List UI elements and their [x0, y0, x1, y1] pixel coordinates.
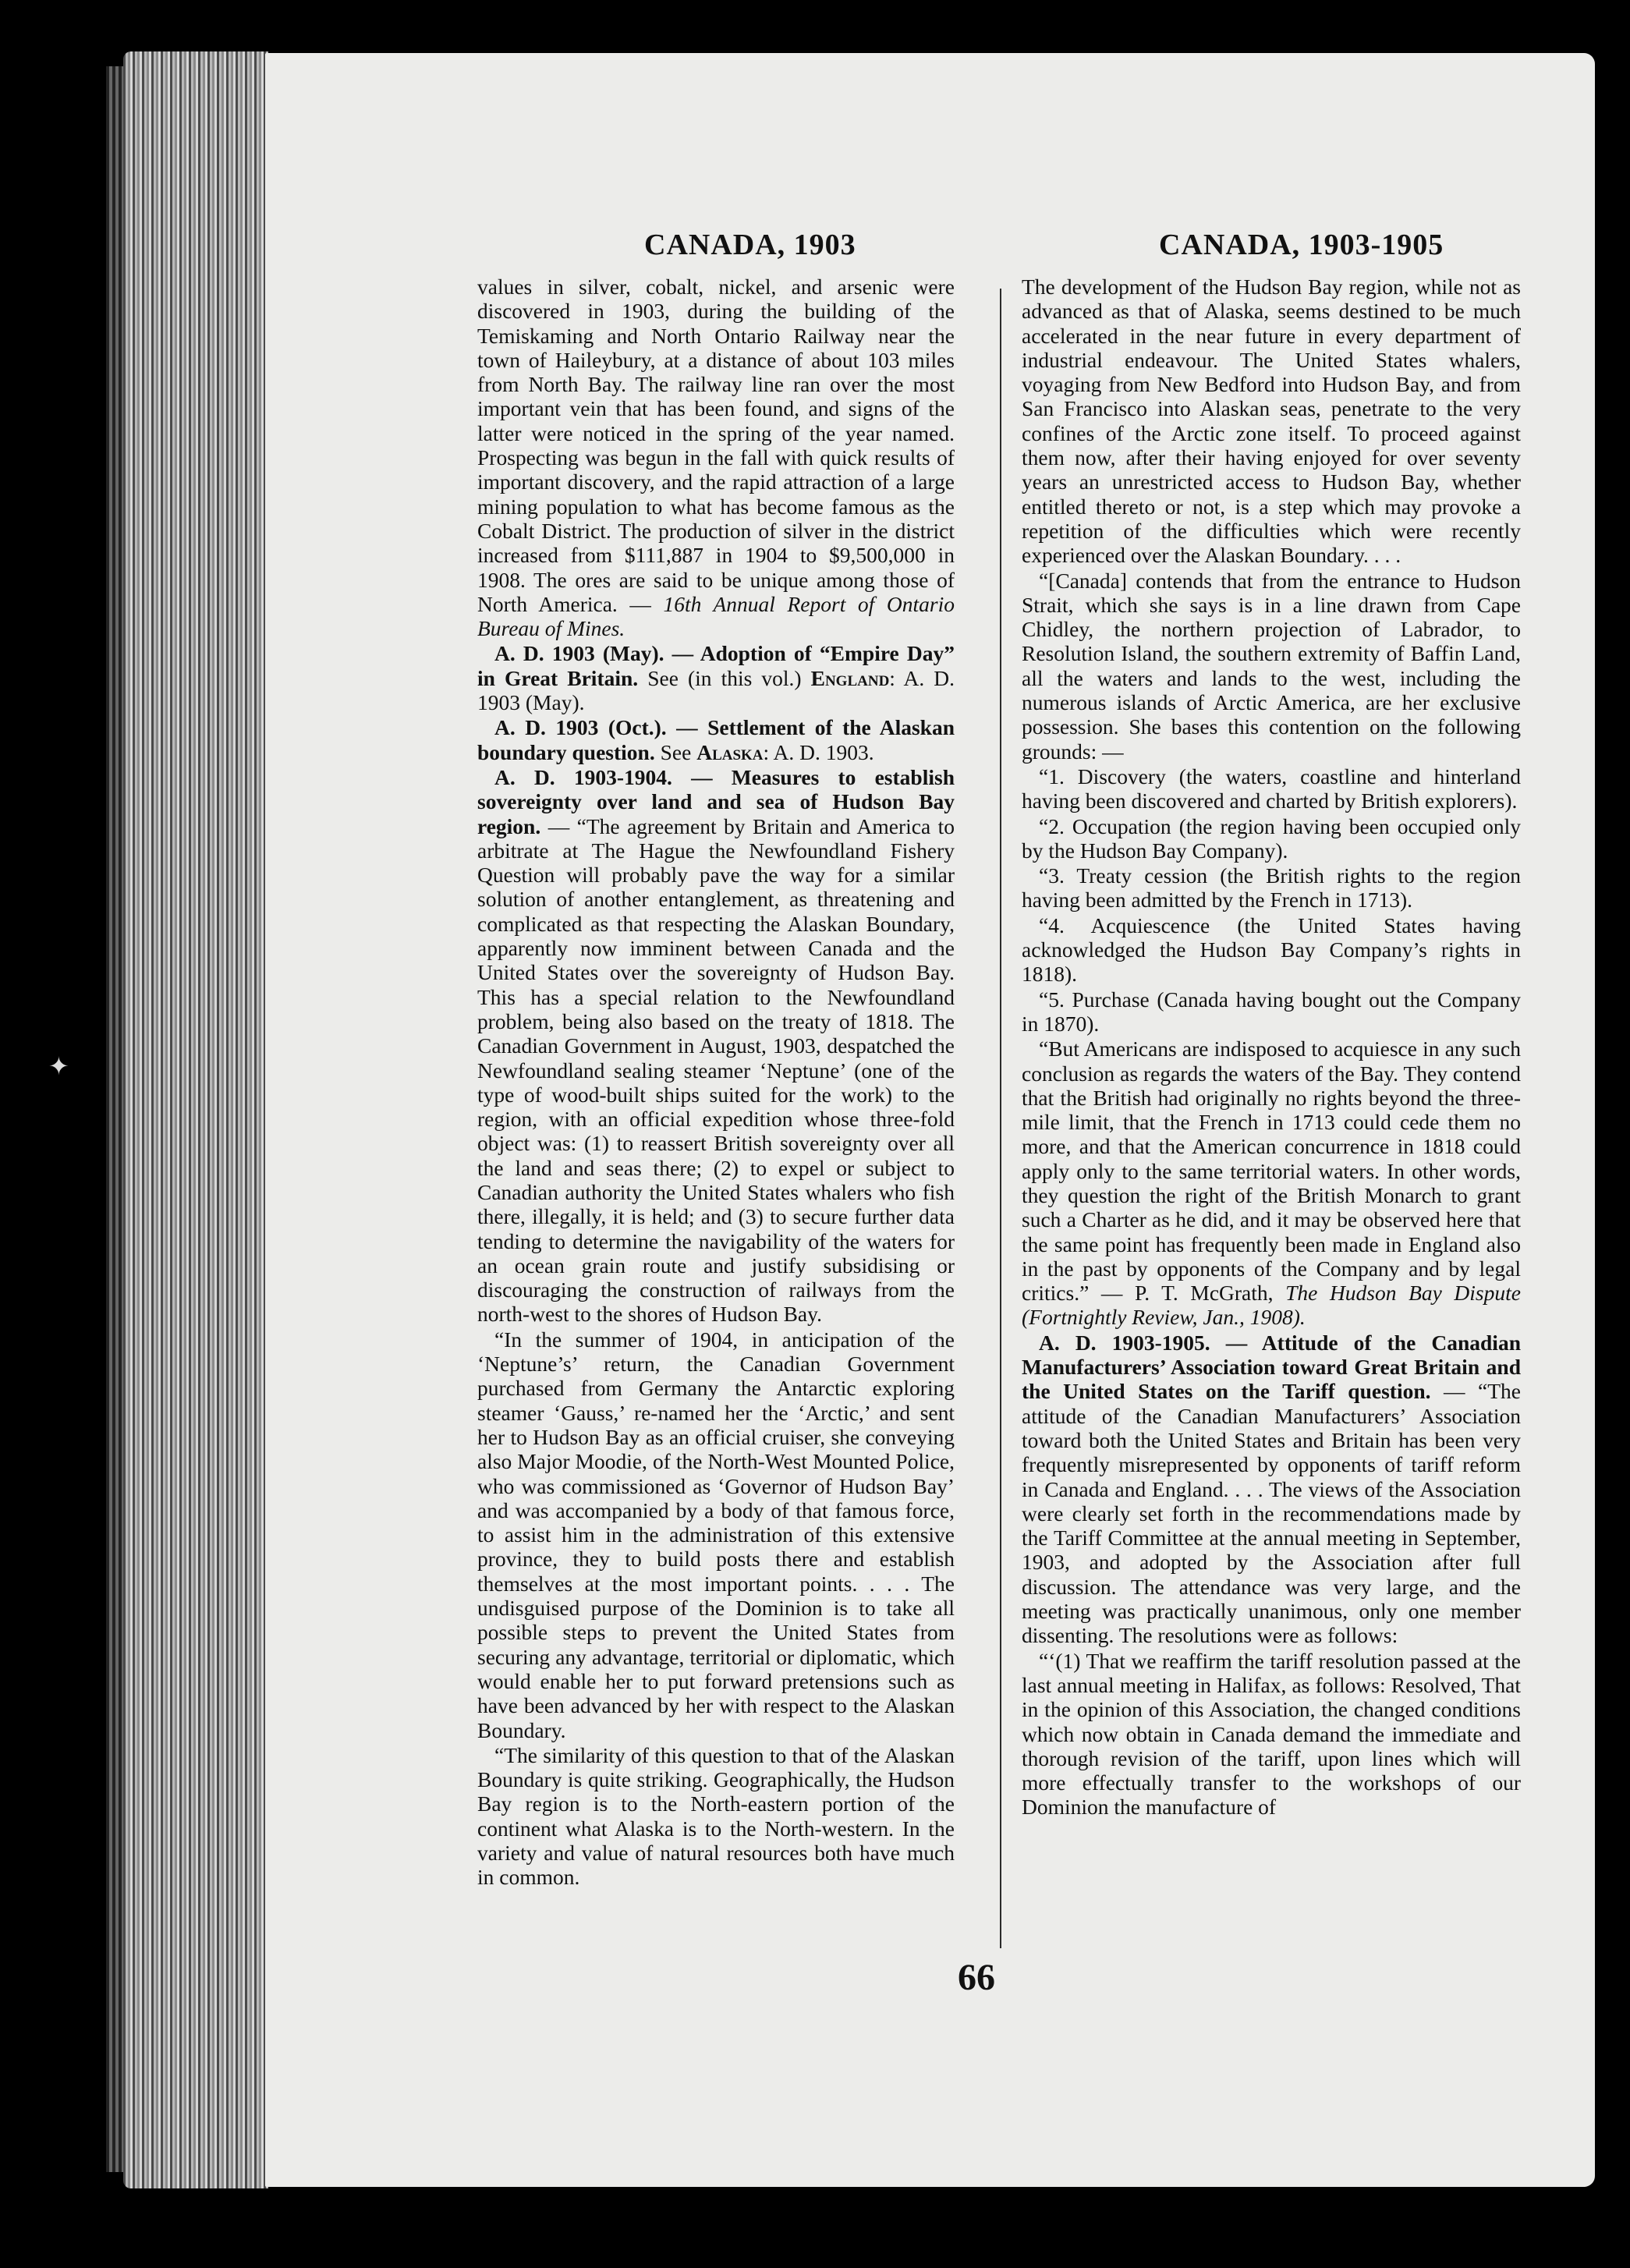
entry — [477, 641, 955, 714]
page-edges — [123, 51, 268, 2188]
list-item: “4. Acquiescence (the United States having acknowledged the Hudson Bay Company’s rights in 1818). — [1022, 913, 1521, 987]
entry-heading: A. D. 1903-1904. — Measures to establish sovereignty over land and sea of Hudson Bay region. — [477, 764, 955, 838]
paragraph: “In the summer of 1904, in anticipation of the ‘Neptune’s’ return, the Canadian Government purchased from Germany the Antarctic exploring steamer ‘Gauss,’ re-named her the ‘Arctic,’ and sent her to Hudson Bay as an official cruiser, she conveying also Major Moodie, of the North-West Mounted Police, who was commissioned as ‘Governor of Hudson Bay’ and was accompanied by a body of that famous force, to assist him in the administration of this extensive province, they to build posts there and establish themselves at the most important points. . . . The undisguised purpose of the Dominion is to take all possible steps to prevent the United States from securing any advantage, territorial or diplomatic, which would enable her to put forward pretensions such as have been advanced by her with respect to the Alaskan Boundary. — [477, 1327, 955, 1742]
paragraph-text: values in silver, cobalt, nickel, and arsenic were discovered in 1903, during the building of the Temiskaming and North Ontario Railway near the town of Haileybury, at a distance of about 103 miles from North Bay. The railway line ran over the most important vein that has been found, and signs of the latter were noticed in the spring of the year named. Prospecting was begun in the fall with quick results of important discovery, and the rapid attraction of a large mining population to what has become famous as the Cobalt District. The production of silver in the district increased from $111,887 in 1904 to $9,500,000 in 1908. The ores are said to be unique among those of North America. — — [477, 275, 955, 616]
left-column — [477, 275, 955, 1928]
entry — [1022, 1331, 1521, 1648]
paragraph: “‘(1) That we reaffirm the tariff resolution passed at the last annual meeting in Halifax, as follows: Resolved, That in the opinion of this Association, the changed conditions which now obtain in Canada demand the immediate and thorough revision of the tariff, upon lines which will more effectually transfer to the workshops of our Dominion the manufacture of — [1022, 1648, 1521, 1820]
paragraph: “The similarity of this question to that of the Alaskan Boundary is quite striking. Geographically, the Hudson Bay region is to the North-eastern portion of the continent what Alaska is to the North-western. In the variety and value of natural resources both have much in common. — [477, 1742, 955, 1890]
paragraph — [1022, 1037, 1521, 1330]
citation: 16th Annual Report of Ontario Bureau of Mines. — [477, 591, 955, 641]
list-item: “1. Discovery (the waters, coastline and hinterland having been discovered and charted by British explorers). — [1022, 764, 1521, 813]
cross-reference: Alaska — [696, 739, 764, 764]
list-item: “2. Occupation (the region having been occupied only by the Hudson Bay Company). — [1022, 813, 1521, 863]
entry — [477, 765, 955, 1327]
entry-heading: A. D. 1903 (Oct.). — Settlement of the Alaskan boundary question. — [477, 715, 955, 764]
running-head-right: CANADA, 1903-1905 — [1159, 229, 1444, 261]
right-column — [1022, 275, 1521, 1928]
cross-reference: England — [810, 665, 890, 690]
citation: The Hudson Bay Dispute (Fortnightly Review, Jan., 1908). — [1022, 1281, 1521, 1330]
entry-heading: A. D. 1903-1905. — Attitude of the Canadian Manufacturers’ Association toward Great Britain and the United States on the Tariff question. — [1022, 1330, 1521, 1404]
entry-heading: A. D. 1903 (May). — Adoption of “Empire Day” in Great Britain. — [477, 641, 955, 690]
paragraph-text: “But Americans are indisposed to acquiesce in any such conclusion as regards the waters of the Bay. They contend that the British had originally no rights beyond the three-mile limit, that the French in 1713 could cede them no more, and that the American concurrence in 1818 could apply only to the same territorial waters. In other words, they question the right of the British Monarch to grant such a Charter as he did, and it may be observed here that the same point has frequently been made in England also in the past by opponents of the Company and by legal critics.” — P. T. McGrath, — [1022, 1037, 1521, 1306]
page-number: 66 — [958, 1957, 995, 1998]
list-item: “3. Treaty cession (the British rights to the region having been admitted by the French in 1713). — [1022, 863, 1521, 913]
see-text: See — [654, 739, 697, 764]
list-item: “5. Purchase (Canada having bought out the Company in 1870). — [1022, 987, 1521, 1036]
paragraph: The development of the Hudson Bay region, while not as advanced as that of Alaska, seems destined to be much accelerated in the near future in every department of industrial endeavour. The United States whalers, voyaging from New Bedford into Hudson Bay, and from San Francisco into Alaskan seas, penetrate to the very confines of the Arctic zone itself. To proceed against them now, after their having enjoyed for over seventy years an unrestricted access to Hudson Bay, whether entitled thereto or not, is a step which may provoke a repetition of the difficulties which were recently experienced over the Alaskan Boundary. . . . — [1022, 275, 1521, 568]
cross-reference-detail: : A. D. 1903 (May). — [477, 665, 955, 715]
column-rule — [1000, 289, 1001, 1948]
running-head-left: CANADA, 1903 — [644, 229, 856, 261]
entry — [477, 715, 955, 764]
paragraph: “[Canada] contends that from the entrance to Hudson Strait, which she says is in a line drawn from Cape Chidley, the northern projection of Labrador, to Resolution Island, the southern extremity of Baffin Land, all the waters and lands to the west, including the numerous islands of Arctic America, are her exclusive possession. She bases this contention on the following grounds: — — [1022, 568, 1521, 764]
see-text: See (in this vol.) — [638, 665, 811, 690]
paragraph — [477, 275, 955, 640]
entry-text: — “The agreement by Britain and America to arbitrate at The Hague the Newfoundland Fishery Question will probably pave the way for a similar solution of another entanglement, as threatening and complicated as that respecting the Alaskan Boundary, apparently now imminent between Canada and the United States over the sovereignty of Hudson Bay. This has a special relation to the Newfoundland problem, being also based on the treaty of 1818. The Canadian Government in August, 1903, despatched the Newfoundland sealing steamer ‘Neptune’ (one of the type of wood-built ships suited for the work) to the region, with an official expedition whose three-fold object was: (1) to reassert British sovereignty over all the land and seas there; (2) to expel or subject to Canadian authority the United States whalers who fish there, illegally, it is held; and (3) to secure further data tending to determine the navigability of the waters for an ocean grain route and justify subsidising or discouraging the construction of railways from the north-west to the shores of Hudson Bay. — [477, 813, 955, 1327]
scan-mark: ✦ — [48, 1052, 69, 1080]
cross-reference-detail: : A. D. 1903. — [763, 739, 874, 764]
entry-text: — “The attitude of the Canadian Manufacturers’ Association toward both the United States and Britain has been very frequently misrepresented by opponents of tariff reform in Canada and England. . . . The views of the Association were clearly set forth in the recommendations made by the Tariff Committee at the annual meeting in September, 1903, and adopted by the Association after full discussion. The attendance was very large, and the meeting was practically unanimous, only one member dissenting. The resolutions were as follows: — [1022, 1379, 1521, 1648]
